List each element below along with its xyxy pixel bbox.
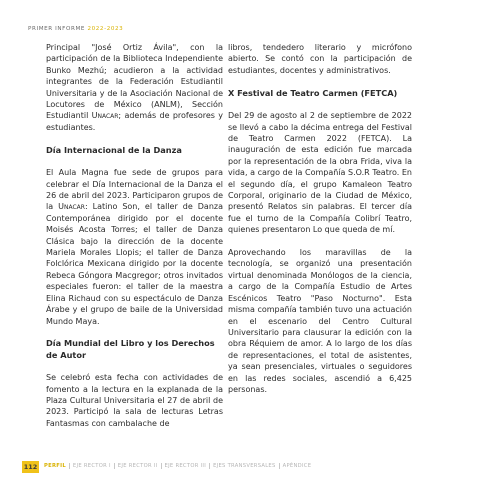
section-heading: Día Mundial del Libro y los Derechos de Autor [46, 338, 215, 360]
nav-item-apendice[interactable]: APÉNDICE [282, 463, 312, 469]
paragraph: Aprovechando los maravillas de la tecnología, se organizó una presentación virtual denominada Monólogos de la ciencia, a cargo de la Compañía Estudio de Artes Escénicos Teatro "Paso Nocturno". Esta misma compañía también tuvo una actuación en el escenario del Centro Cultural Universitario para clausurar la edición con la obra Réquiem de amor. A lo largo de los días de representaciones, el total de asistentes, ya sean presenciales, virtuales o seguidores en las redes sociales, ascendió a 6,425 personas. [228, 248, 412, 394]
nav-item-perfil[interactable]: PERFIL [44, 463, 70, 469]
page-number: 112 [23, 463, 38, 471]
paragraph: Del 29 de agosto al 2 de septiembre de 2022 se llevó a cabo la décima entrega del Festival de Teatro Carmen 2022 (FETCA). La inauguración de esta edición fue marcada por la representación de la obra Frida, viva la vida, a cargo de la Compañía S.O.R Teatro. En el segundo día, el grupo Kamaleon Teatro Corporal, originario de la Ciudad de México, presentó Relatos sin palabras. El tercer día fue el turno de la Compañía Colibrí Teatro, quienes presentaron Lo que queda de mí. [228, 111, 412, 235]
paragraph: Se celebró esta fecha con actividades de fomento a la lectura en la explanada de la Plaza Cultural Universitaria el 27 de abril de 2023. Participó la sala de lecturas Letras Fantasmas con cambalache de [46, 373, 223, 428]
nav-item-eje-2[interactable]: EJE RECTOR II [118, 463, 162, 469]
section-nav [44, 463, 317, 469]
left-column [46, 42, 223, 429]
report-title: PRIMER INFORME [28, 26, 86, 32]
nav-item-eje-1[interactable]: EJE RECTOR I [73, 463, 115, 469]
paragraph: libros, tendedero literario y micrófono abierto. Se contó con la participación de estudiantes, docentes y administrativos. [228, 43, 412, 75]
nav-item-ejes-transversales[interactable]: EJES TRANSVERSALES [213, 463, 280, 469]
page-footer [0, 461, 480, 473]
right-column [228, 42, 412, 395]
section-heading: X Festival de Teatro Carmen (FETCA) [228, 87, 398, 98]
paragraph: Principal "José Ortiz Ávila", con la participación de la Biblioteca Independiente Bunko Mezhú; acudieron a la actividad integrantes de la Federación Estudiantil Universitaria y de la Asociación Nacional de Locutores de México (ANLM), Sección Estudiantil Unacar; además de profesores y estudiantes. [46, 43, 223, 132]
section-heading: Día Internacional de la Danza [46, 144, 182, 155]
report-year: 2022-2023 [87, 26, 124, 32]
paragraph: El Aula Magna fue sede de grupos para celebrar el Día Internacional de la Danza el 26 de abril del 2023. Participaron grupos de la Unacar: Latino Son, el taller de Danza Contemporánea dirigido por el docente Moisés Acosta Torres; el taller de Danza Clásica bajo la dirección de la docente Mariela Morales Llopis; el taller de Danza Folclórica Mexicana dirigido por la docente Rebeca Góngora Macgregor; otros invitados especiales fueron: el taller de la maestra Elina Richaud con su espectáculo de Danza Árabe y el grupo de baile de la Universidad Mundo Maya. [46, 168, 224, 326]
page-header [28, 26, 123, 32]
nav-item-eje-3[interactable]: EJE RECTOR III [165, 463, 211, 469]
